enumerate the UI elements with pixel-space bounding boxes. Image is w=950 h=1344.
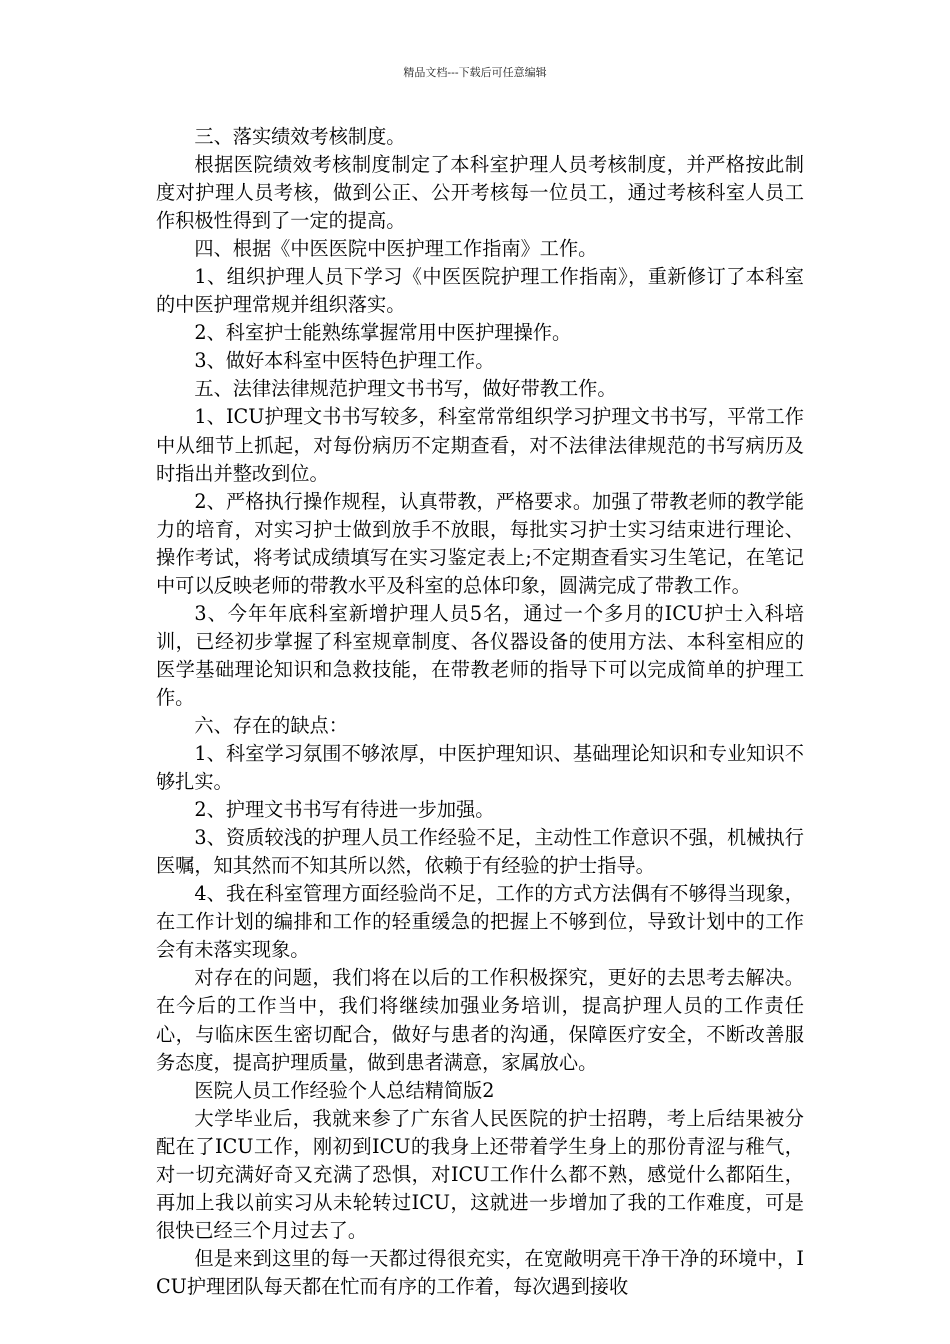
section-heading-6: 六、存在的缺点：	[194, 713, 348, 737]
paragraph: 但是来到这里的每一天都过得很充实，在宽敞明亮干净干净的环境中，ICU护理团队每天都在忙而有序的工作着，每次遇到接收	[156, 1246, 804, 1298]
section-heading-4: 四、根据《中医医院中医护理工作指南》工作。	[194, 237, 598, 261]
page-header: 精品文档---下载后可任意编辑	[403, 66, 547, 79]
list-item: 2、科室护士能熟练掌握常用中医护理操作。	[194, 321, 572, 345]
list-item: 4、我在科室管理方面经验尚不足，工作的方式方法偶有不够得当现象，在工作计划的编排和工作的轻重缓急的把握上不够到位，导致计划中的工作会有未落实现象。	[156, 882, 804, 962]
section-heading-5: 五、法律法律规范护理文书书写，做好带教工作。	[194, 377, 617, 401]
document-body	[156, 123, 804, 1301]
paragraph: 对存在的问题，我们将在以后的工作积极探究，更好的去思考去解决。在今后的工作当中，我们将继续加强业务培训，提高护理人员的工作责任心，与临床医生密切配合，做好与患者的沟通，保障医疗安全，不断改善服务态度，提高护理质量，做到患者满意，家属放心。	[156, 966, 804, 1074]
list-item: 1、组织护理人员下学习《中医医院护理工作指南》，重新修订了本科室的中医护理常规并组织落实。	[156, 265, 804, 317]
list-item: 3、做好本科室中医特色护理工作。	[194, 349, 495, 373]
list-item: 1、科室学习氛围不够浓厚，中医护理知识、基础理论知识和专业知识不够扎实。	[156, 742, 804, 794]
list-item: 2、护理文书书写有待进一步加强。	[194, 798, 495, 822]
document-subtitle: 医院人员工作经验个人总结精简版2	[194, 1078, 495, 1102]
paragraph: 大学毕业后，我就来参了广东省人民医院的护士招聘，考上后结果被分配在了ICU工作，刚初到ICU的我身上还带着学生身上的那份青涩与稚气，对一切充满好奇又充满了恐惧，对ICU工作什么都不熟，感觉什么都陌生，再加上我以前实习从未轮转过ICU，这就进一步增加了我的工作难度，可是很快已经三个月过去了。	[156, 1106, 804, 1242]
list-item: 2、严格执行操作规程，认真带教，严格要求。加强了带教老师的教学能力的培育，对实习护士做到放手不放眼，每批实习护士实习结束进行理论、操作考试，将考试成绩填写在实习鉴定表上;不定期查看实习生笔记，在笔记中可以反映老师的带教水平及科室的总体印象，圆满完成了带教工作。	[156, 489, 804, 597]
list-item: 3、资质较浅的护理人员工作经验不足，主动性工作意识不强，机械执行医嘱，知其然而不知其所以然，依赖于有经验的护士指导。	[156, 826, 804, 878]
paragraph: 根据医院绩效考核制度制定了本科室护理人员考核制度，并严格按此制度对护理人员考核，做到公正、公开考核每一位员工，通过考核科室人员工作积极性得到了一定的提高。	[156, 153, 804, 233]
section-heading-3: 三、落实绩效考核制度。	[194, 125, 406, 148]
list-item: 1、ICU护理文书书写较多，科室常常组织学习护理文书书写，平常工作中从细节上抓起，对每份病历不定期查看，对不法律法律规范的书写病历及时指出并整改到位。	[156, 405, 804, 485]
list-item: 3、今年年底科室新增护理人员5名，通过一个多月的ICU护士入科培训，已经初步掌握了科室规章制度、各仪器设备的使用方法、本科室相应的医学基础理论知识和急救技能，在带教老师的指导下可以完成简单的护理工作。	[156, 601, 804, 709]
